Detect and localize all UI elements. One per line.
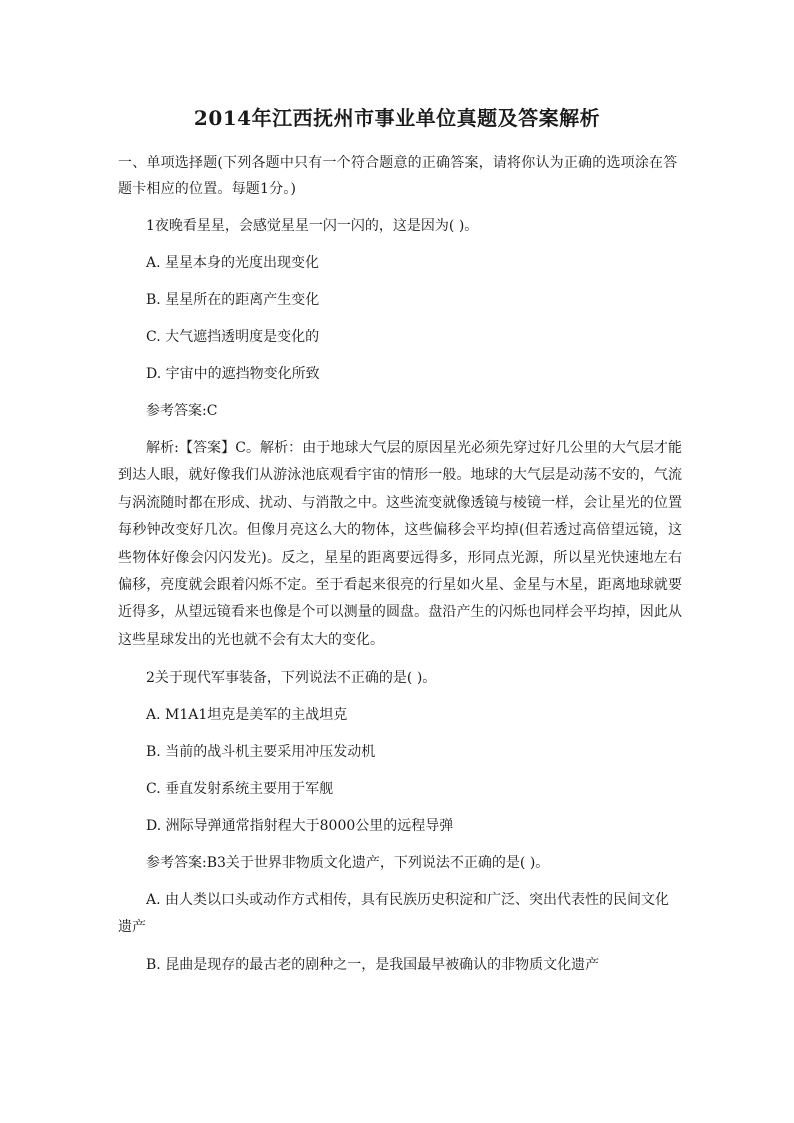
document-title: 2014年江西抚州市事业单位真题及答案解析 (193, 106, 601, 130)
question-3-option-b: B. 昆曲是现存的最古老的剧种之一，是我国最早被确认的非物质文化遗产 (146, 957, 600, 974)
question-1-option-d: D. 宇宙中的遮挡物变化所致 (146, 366, 320, 382)
question-2-option-b: B. 当前的战斗机主要采用冲压发动机 (146, 744, 376, 761)
question-3-option-a: A. 由人类以口头或动作方式相传，具有民族历史积淀和广泛、突出代表性的民间文化遗产 (118, 892, 670, 936)
question-2-option-d: D. 洲际导弹通常指射程大于8000公里的远程导弹 (146, 818, 454, 835)
question-1: 1夜晚看星星，会感觉星星一闪一闪的，这是因为( )。 (146, 218, 479, 234)
document-body (118, 150, 682, 978)
question-1-option-c: C. 大气遮挡透明度是变化的 (146, 329, 320, 345)
question-1-option-b: B. 星星所在的距离产生变化 (146, 292, 320, 308)
question-2-option-c: C. 垂直发射系统主要用于军舰 (146, 781, 334, 798)
question-2-answer-and-question-3: 参考答案:B3关于世界非物质文化遗产，下列说法不正确的是( )。 (146, 855, 550, 872)
question-2-option-a: A. M1A1坦克是美军的主战坦克 (146, 707, 348, 724)
question-1-analysis: 解析:【答案】C。解析：由于地球大气层的原因星光必须先穿过好几公里的大气层才能到达人眼，就好像我们从游泳池底观看宇宙的情形一般。地球的大气层是动荡不安的，气流与涡流随时都在形成、扰动、与消散之中。这些流变就像透镜与棱镜一样，会让星光的位置每秒钟改变好几次。但像月亮这么大的物体，这些偏移会平均掉(但若透过高倍望远镜，这些物体好像会闪闪发光)。反之，星星的距离要远得多，形同点光源，所以星光快速地左右偏移，亮度就会跟着闪烁不定。至于看起来很亮的行星如火星、金星与木星，距离地球就要近得多，从望远镜看来也像是个可以测量的圆盘。盘沿产生的闪烁也同样会平均掉，因此从这些星球发出的光也就不会有太大的变化。 (118, 440, 682, 648)
question-1-answer: 参考答案:C (146, 403, 218, 419)
question-2: 2关于现代军事装备，下列说法不正确的是( )。 (146, 670, 437, 687)
question-1-option-a: A. 星星本身的光度出现变化 (146, 255, 320, 271)
section-heading: 一、单项选择题(下列各题中只有一个符合题意的正确答案，请将你认为正确的选项涂在答题卡相应的位置。每题1分。) (118, 155, 678, 197)
